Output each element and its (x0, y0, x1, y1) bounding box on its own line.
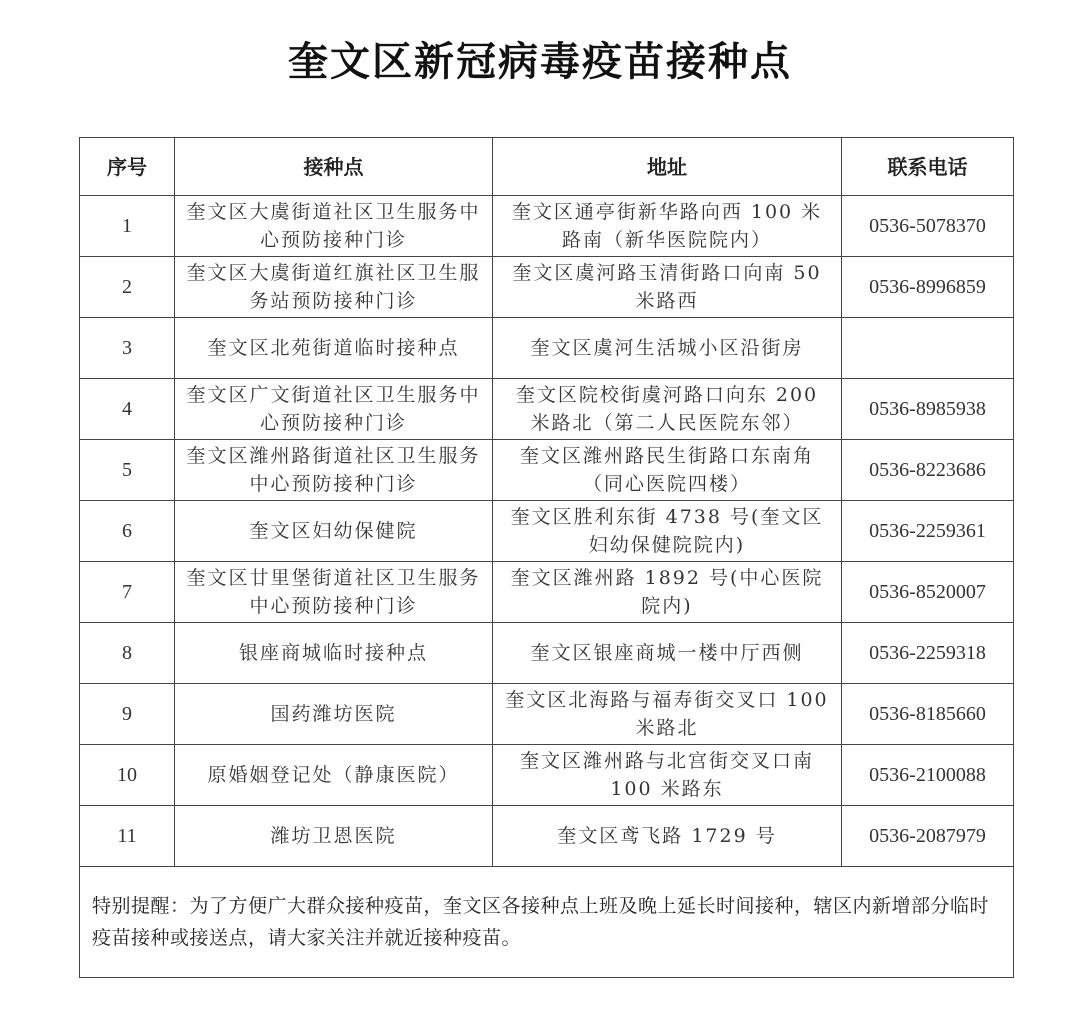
row-phone: 0536-8223686 (842, 440, 1014, 501)
row-site: 奎文区大虞街道社区卫生服务中心预防接种门诊 (175, 196, 493, 257)
row-site: 国药潍坊医院 (175, 684, 493, 745)
table-row (80, 318, 1014, 379)
row-address: 奎文区通亭街新华路向西 100 米路南（新华医院院内） (493, 196, 842, 257)
row-address: 奎文区虞河路玉清街路口向南 50 米路西 (493, 257, 842, 318)
row-phone: 0536-5078370 (842, 196, 1014, 257)
row-phone: 0536-8520007 (842, 562, 1014, 623)
table-note-row (80, 867, 1014, 978)
vaccination-sites-table-wrapper (79, 137, 1013, 978)
row-number: 4 (80, 379, 175, 440)
row-address: 奎文区潍州路 1892 号(中心医院院内) (493, 562, 842, 623)
header-site: 接种点 (175, 138, 493, 196)
page-title: 奎文区新冠病毒疫苗接种点 (288, 38, 792, 85)
table-row (80, 745, 1014, 806)
row-site: 奎文区潍州路街道社区卫生服务中心预防接种门诊 (175, 440, 493, 501)
row-site: 银座商城临时接种点 (175, 623, 493, 684)
row-address: 奎文区潍州路与北宫街交叉口南 100 米路东 (493, 745, 842, 806)
row-site: 奎文区廿里堡街道社区卫生服务中心预防接种门诊 (175, 562, 493, 623)
row-address: 奎文区潍州路民生街路口东南角（同心医院四楼） (493, 440, 842, 501)
row-number: 2 (80, 257, 175, 318)
row-address: 奎文区鸢飞路 1729 号 (493, 806, 842, 867)
table-row (80, 196, 1014, 257)
row-site: 潍坊卫恩医院 (175, 806, 493, 867)
table-row (80, 379, 1014, 440)
row-site: 原婚姻登记处（静康医院） (175, 745, 493, 806)
row-number: 3 (80, 318, 175, 379)
table-row (80, 684, 1014, 745)
row-address: 奎文区胜利东街 4738 号(奎文区妇幼保健院院内) (493, 501, 842, 562)
row-number: 9 (80, 684, 175, 745)
row-number: 7 (80, 562, 175, 623)
row-address: 奎文区银座商城一楼中厅西侧 (493, 623, 842, 684)
row-address: 奎文区院校街虞河路口向东 200 米路北（第二人民医院东邻） (493, 379, 842, 440)
table-header-row (80, 138, 1014, 196)
row-phone: 0536-2259318 (842, 623, 1014, 684)
row-site: 奎文区妇幼保健院 (175, 501, 493, 562)
header-phone: 联系电话 (842, 138, 1014, 196)
row-phone: 0536-8996859 (842, 257, 1014, 318)
table-row (80, 501, 1014, 562)
vaccination-sites-table (79, 137, 1014, 978)
row-phone: 0536-8985938 (842, 379, 1014, 440)
table-row (80, 257, 1014, 318)
row-phone (842, 318, 1014, 379)
row-site: 奎文区北苑街道临时接种点 (175, 318, 493, 379)
row-address: 奎文区北海路与福寿街交叉口 100 米路北 (493, 684, 842, 745)
row-number: 8 (80, 623, 175, 684)
row-number: 5 (80, 440, 175, 501)
header-address: 地址 (493, 138, 842, 196)
row-number: 6 (80, 501, 175, 562)
row-phone: 0536-2259361 (842, 501, 1014, 562)
table-row (80, 562, 1014, 623)
row-site: 奎文区大虞街道红旗社区卫生服务站预防接种门诊 (175, 257, 493, 318)
row-phone: 0536-2100088 (842, 745, 1014, 806)
row-number: 1 (80, 196, 175, 257)
row-number: 10 (80, 745, 175, 806)
table-row (80, 806, 1014, 867)
row-address: 奎文区虞河生活城小区沿街房 (493, 318, 842, 379)
row-site: 奎文区广文街道社区卫生服务中心预防接种门诊 (175, 379, 493, 440)
table-row (80, 623, 1014, 684)
row-number: 11 (80, 806, 175, 867)
row-phone: 0536-2087979 (842, 806, 1014, 867)
special-reminder-note: 特别提醒：为了方便广大群众接种疫苗，奎文区各接种点上班及晚上延长时间接种，辖区内新增部分临时疫苗接种或接送点，请大家关注并就近接种疫苗。 (80, 867, 1014, 978)
table-row (80, 440, 1014, 501)
row-phone: 0536-8185660 (842, 684, 1014, 745)
header-number: 序号 (80, 138, 175, 196)
